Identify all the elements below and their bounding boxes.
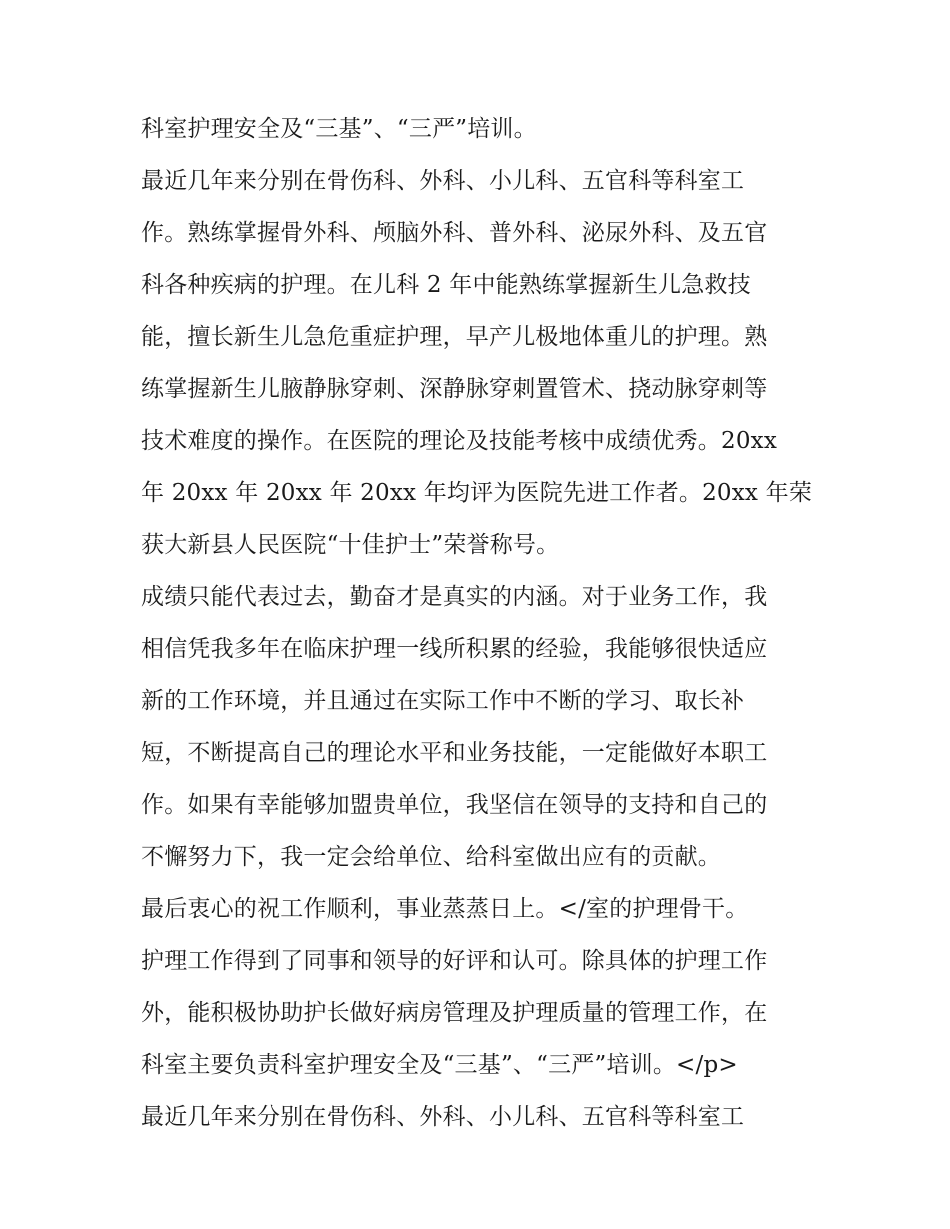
text-line: 年 20xx 年 20xx 年 20xx 年均评为医院先进工作者。20xx 年荣 — [141, 480, 813, 506]
text-line: 科室护理安全及“三基”、“三严”培训。 — [141, 116, 537, 142]
text-line: 不懈努力下，我一定会给单位、给科室做出应有的贡献。 — [141, 844, 721, 870]
text-line: 短，不断提高自己的理论水平和业务技能，一定能做好本职工 — [141, 740, 768, 766]
text-line: 获大新县人民医院“十佳护士”荣誉称号。 — [141, 532, 560, 558]
text-line: 科室主要负责科室护理安全及“三基”、“三严”培训。</p> — [141, 1052, 738, 1078]
text-line: 最近几年来分别在骨伤科、外科、小儿科、五官科等科室工 — [141, 168, 745, 194]
text-line: 护理工作得到了同事和领导的好评和认可。除具体的护理工作 — [141, 948, 768, 974]
text-line: 作。熟练掌握骨外科、颅脑外科、普外科、泌尿外科、及五官 — [141, 220, 768, 246]
text-line: 最后衷心的祝工作顺利，事业蒸蒸日上。</室的护理骨干。 — [141, 896, 749, 922]
text-line: 外，能积极协助护长做好病房管理及护理质量的管理工作，在 — [141, 1000, 768, 1026]
text-line: 新的工作环境，并且通过在实际工作中不断的学习、取长补 — [141, 688, 745, 714]
text-line: 成绩只能代表过去，勤奋才是真实的内涵。对于业务工作，我 — [141, 584, 768, 610]
text-line: 作。如果有幸能够加盟贵单位，我坚信在领导的支持和自己的 — [141, 792, 768, 818]
text-line: 最近几年来分别在骨伤科、外科、小儿科、五官科等科室工 — [141, 1104, 745, 1130]
text-line: 科各种疾病的护理。在儿科 2 年中能熟练掌握新生儿急救技 — [141, 272, 751, 298]
text-line: 技术难度的操作。在医院的理论及技能考核中成绩优秀。20xx — [141, 428, 778, 454]
text-line: 练掌握新生儿腋静脉穿刺、深静脉穿刺置管术、挠动脉穿刺等 — [141, 376, 768, 402]
text-line: 相信凭我多年在临床护理一线所积累的经验，我能够很快适应 — [141, 636, 768, 662]
text-line: 能，擅长新生儿急危重症护理，早产儿极地体重儿的护理。熟 — [141, 324, 768, 350]
